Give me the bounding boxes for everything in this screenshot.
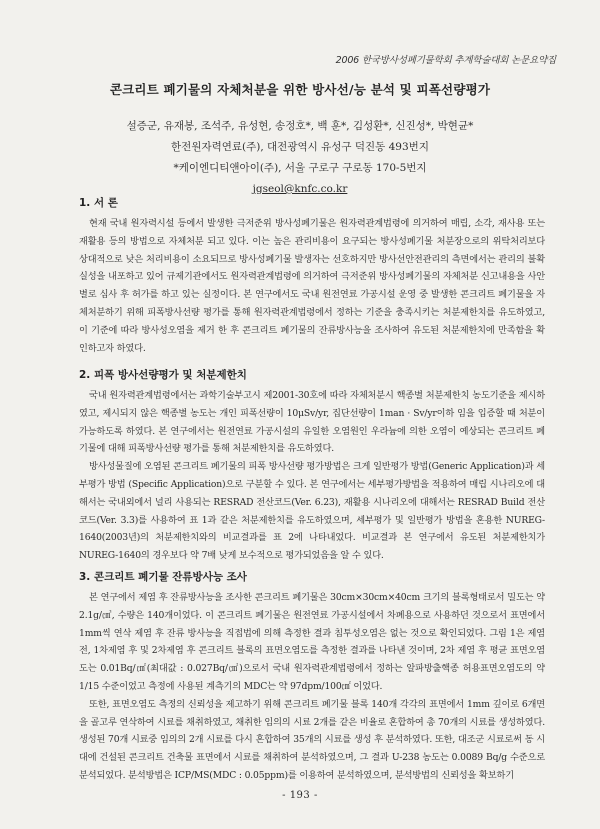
author-list: 설증군, 유재봉, 조석주, 유성현, 송정호*, 백 훈*, 김성환*, 신진성*, 박현균* [126,120,474,132]
paragraph: 국내 원자력관계법령에서는 과학기술부고시 제2001-30호에 따라 자체처분시 핵종별 처분제한치 농도기준을 제시하였고, 제시되지 않은 핵종별 농도는 개인 피폭선량이 10μSv/yr, 집단선량이 1man · Sv/yr이하 임을 입증할 때 처분이 가능하도록 하였다. 본 연구에서는 원전연료 가공시설의 유일한 오염원인 우라늄에 의한 오염이 예상되는 콘크리트 폐기물에 대해 피폭방사선량 평가를 통해 처분제한치를 유도하였다. [79,390,545,455]
affiliation-1: 한전원자력연료(주), 대전광역시 유성구 덕진동 493번지 [171,141,429,153]
paragraph: 현재 국내 원자력시설 등에서 발생한 극저준위 방사성폐기물은 원자력관계법령에 의거하여 매립, 소각, 재사용 또는 재활용 등의 방법으로 자체처분 되고 있다. 이는 높은 관리비용이 요구되는 방사성폐기물 처분장으로의 위탁처리보다 상대적으로 낮은 처리비용이 소요되므로 방사성폐기물 발생자는 선호하지만 방사선안전관리의 측면에서는 관리의 불확실성을 내포하고 있어 규제기관에서도 원자력관계법령에 의거하여 극저준위 방사성폐기물의 자체처분 신고내용을 사안별로 심사 후 허가를 하고 있는 실정이다. 본 연구에서도 국내 원전연료 가공시설 운영 중 발생한 콘크리트 폐기물을 자체처분하기 위해 피폭방사선량 평가를 통해 원자력관계법령에서 정하는 기준을 충족시키는 처분제한치를 유도하였고, 이 기준에 따라 방사성오염을 제거 한 후 콘크리트 폐기물의 잔류방사능을 조사하여 유도된 처분제한치에 만족함을 확인하고자 하였다. [79,218,545,354]
section-dose-assessment [79,367,545,565]
paragraph: 본 연구에서 제염 후 잔류방사능을 조사한 콘크리트 폐기물은 30cm×30cm×40cm 크기의 블록형태로서 밀도는 약 2.1g/㎤, 수량은 140개이었다. 이 콘크리트 폐기물은 원전연료 가공시설에서 차폐용으로 사용하던 것으로서 표면에서 1mm씩 연삭 제염 후 잔류 방사능을 직접법에 의해 측정한 결과 침투성오염은 없는 것으로 확인되었다. 그림 1은 제염전, 1차제염 후 및 2차제염 후 콘크리트 블록의 표면오염도를 측정한 결과를 나타낸 것이며, 2차 제염 후 평균 표면오염도는 0.01Bq/㎠(최대값 : 0.027Bq/㎠)으로서 국내 원자력관계법령에서 정하는 알파방출핵종 허용표면오염도의 약 1/15 수준이었고 측정에 사용된 계측기의 MDC는 약 97dpm/100㎠ 이었다. [79,592,545,692]
affiliation-2: *케이엔디티앤아이(주), 서울 구로구 구로동 170-5번지 [173,162,427,174]
page-number: - 193 - [282,790,318,801]
paper-title: 콘크리트 폐기물의 자체처분을 위한 방사선/능 분석 및 피폭선량평가 [109,82,491,97]
section-introduction [79,195,545,357]
author-email[interactable]: jgseol@knfc.co.kr [252,183,348,195]
section-heading: 3. 콘크리트 폐기물 잔류방사능 조사 [79,571,247,583]
author-block [0,116,600,200]
section-residual-activity [79,569,545,785]
running-header: 2006 한국방사성폐기물학회 추계학술대회 논문요약집 [335,55,556,66]
paragraph: 방사성물질에 오염된 콘크리트 폐기물의 피폭 방사선량 평가방법은 크게 일반평가 방법(Generic Application)과 세부평가 방법 (Specific Application)으로 구분할 수 있다. 본 연구에서는 세부평가방법을 적용하여 매립 시나리오에 대해서는 국내외에서 널리 사용되는 RESRAD 전산코드(Ver. 6.23), 재활용 시나리오에 대해서는 RESRAD Build 전산코드(Ver. 3.3)를 사용하여 표 1과 같은 처분제한치를 유도하였으며, 세부평가 및 일반평가 방법을 혼용한 NUREG-1640(2003년)의 처분제한치와의 비교결과를 표 2에 나타내었다. 비교결과 본 연구에서 유도된 처분제한치가 NUREG-1640의 경우보다 약 7배 낮게 보수적으로 평가되었음을 알 수 있다. [79,461,545,562]
section-heading: 2. 피폭 방사선량평가 및 처분제한치 [79,369,247,381]
paragraph: 또한, 표면오염도 측정의 신뢰성을 제고하기 위해 콘크리트 폐기물 블록 140개 각각의 표면에서 1mm 깊이로 6개면을 골고루 연삭하여 시료를 채취하였고, 채취한 임의의 시료 2개를 같은 비율로 혼합하여 총 70개의 시료를 생성하였다. 생성된 70개 시료중 임의의 2개 시료를 다시 혼합하여 35개의 시료를 생성 후 분석하였다. 또한, 대조군 시료로써 동 시대에 건설된 콘크리트 건축물 표면에서 시료를 채취하여 분석하였으며, 그 결과 U-238 농도는 0.0089 Bq/g 수준으로 분석되었다. 분석방법은 ICP/MS(MDC : 0.05ppm)를 이용하여 분석하였으며, 분석방법의 신뢰성을 확보하기 [79,698,545,781]
section-heading: 1. 서 론 [79,197,118,209]
